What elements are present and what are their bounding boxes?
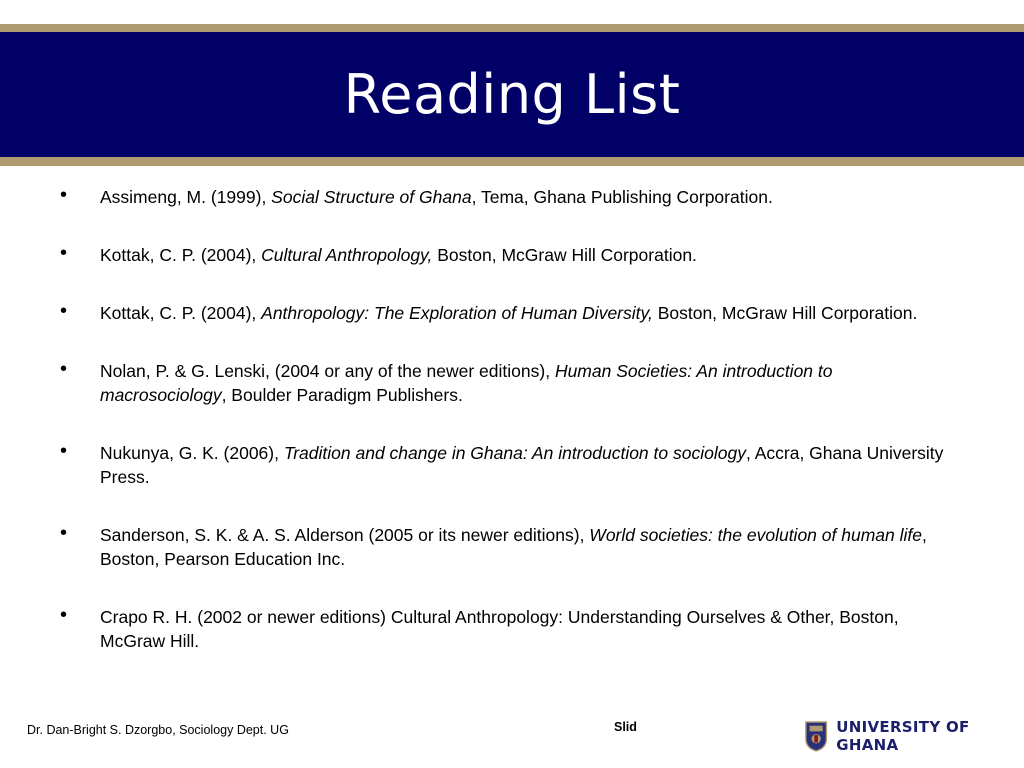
bullet: • xyxy=(60,440,68,462)
list-item: • Kottak, C. P. (2004), Anthropology: The Exploration of Human Diversity, Boston, McGraw Hill Corporation. xyxy=(60,300,918,323)
list-item: • Nolan, P. & G. Lenski, (2004 or any of the newer editions), Human Societies: An introduction to macrosociology, Boulder Paradigm Publishers. xyxy=(60,358,833,405)
logo-text: UNIVERSITY OF GHANA xyxy=(836,718,970,754)
reading-list xyxy=(60,185,960,687)
bullet: • xyxy=(60,242,68,264)
list-item: • Crapo R. H. (2002 or newer editions) Cultural Anthropology: Understanding Ourselves & Other, Boston, McGraw Hill. xyxy=(60,604,899,651)
bullet: • xyxy=(60,184,68,206)
bullet: • xyxy=(60,522,68,544)
footer-author: Dr. Dan-Bright S. Dzorgbo, Sociology Dept. UG xyxy=(27,723,289,737)
list-item: • Sanderson, S. K. & A. S. Alderson (2005 or its newer editions), World societies: the evolution of human life, Boston, Pearson Education Inc. xyxy=(60,522,927,569)
title-bar xyxy=(0,32,1024,157)
footer-slide-label: Slid xyxy=(614,720,637,734)
university-logo xyxy=(804,718,1024,754)
list-item: • Assimeng, M. (1999), Social Structure of Ghana, Tema, Ghana Publishing Corporation. xyxy=(60,184,773,207)
slide-title: Reading List xyxy=(343,63,681,126)
bullet: • xyxy=(60,604,68,626)
bullet: • xyxy=(60,300,68,322)
list-item: • Kottak, C. P. (2004), Cultural Anthropology, Boston, McGraw Hill Corporation. xyxy=(60,242,697,265)
list-item: • Nukunya, G. K. (2006), Tradition and change in Ghana: An introduction to sociology, Accra, Ghana University Press. xyxy=(60,440,944,487)
crest-icon xyxy=(804,719,828,753)
bullet: • xyxy=(60,358,68,380)
